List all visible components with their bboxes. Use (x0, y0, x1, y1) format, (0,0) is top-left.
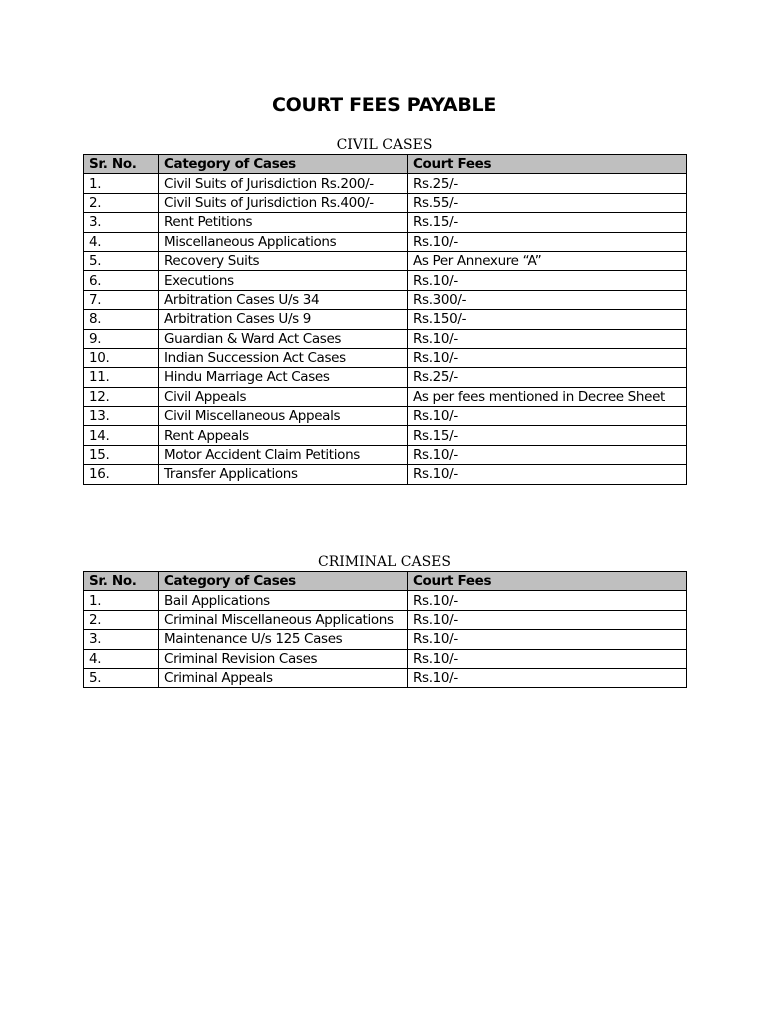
cell-court-fees: Rs.10/- (408, 668, 687, 687)
cell-court-fees: Rs.10/- (408, 591, 687, 610)
criminal-cases-heading: CRIMINAL CASES (318, 554, 451, 570)
cell-court-fees: Rs.150/- (408, 310, 687, 329)
cell-court-fees: Rs.10/- (408, 232, 687, 251)
column-header-court-fees: Court Fees (408, 155, 687, 174)
cell-category: Executions (159, 271, 408, 290)
cell-court-fees: Rs.10/- (408, 271, 687, 290)
cell-court-fees: As Per Annexure “A” (408, 251, 687, 270)
table-row (84, 329, 687, 348)
cell-court-fees: Rs.300/- (408, 290, 687, 309)
table-row (84, 348, 687, 367)
cell-sr-no: 6. (84, 271, 159, 290)
cell-category: Recovery Suits (159, 251, 408, 270)
cell-court-fees: Rs.10/- (408, 329, 687, 348)
cell-category: Bail Applications (159, 591, 408, 610)
table-row (84, 407, 687, 426)
cell-court-fees: Rs.25/- (408, 174, 687, 193)
cell-category: Civil Suits of Jurisdiction Rs.400/- (159, 193, 408, 212)
cell-sr-no: 10. (84, 348, 159, 367)
table-row (84, 271, 687, 290)
cell-court-fees: Rs.10/- (408, 407, 687, 426)
cell-sr-no: 12. (84, 387, 159, 406)
cell-category: Arbitration Cases U/s 34 (159, 290, 408, 309)
civil-cases-table (83, 154, 687, 485)
page-title: COURT FEES PAYABLE (272, 94, 496, 116)
cell-sr-no: 3. (84, 213, 159, 232)
cell-category: Motor Accident Claim Petitions (159, 445, 408, 464)
table-row (84, 290, 687, 309)
criminal-cases-table (83, 571, 687, 688)
cell-sr-no: 4. (84, 649, 159, 668)
table-row (84, 426, 687, 445)
cell-sr-no: 8. (84, 310, 159, 329)
cell-category: Miscellaneous Applications (159, 232, 408, 251)
cell-sr-no: 5. (84, 668, 159, 687)
cell-court-fees: Rs.10/- (408, 348, 687, 367)
civil-cases-section (83, 136, 686, 485)
column-header-sr-no: Sr. No. (84, 572, 159, 591)
cell-court-fees: Rs.10/- (408, 610, 687, 629)
cell-court-fees: Rs.10/- (408, 630, 687, 649)
cell-category: Guardian & Ward Act Cases (159, 329, 408, 348)
cell-category: Maintenance U/s 125 Cases (159, 630, 408, 649)
table-row (84, 193, 687, 212)
cell-sr-no: 2. (84, 610, 159, 629)
table-row (84, 668, 687, 687)
table-row (84, 213, 687, 232)
cell-sr-no: 1. (84, 591, 159, 610)
table-row (84, 232, 687, 251)
cell-sr-no: 15. (84, 445, 159, 464)
cell-court-fees: Rs.10/- (408, 649, 687, 668)
cell-category: Civil Miscellaneous Appeals (159, 407, 408, 426)
cell-category: Civil Suits of Jurisdiction Rs.200/- (159, 174, 408, 193)
table-row (84, 610, 687, 629)
cell-court-fees: Rs.10/- (408, 465, 687, 484)
cell-court-fees: Rs.55/- (408, 193, 687, 212)
cell-court-fees: Rs.15/- (408, 213, 687, 232)
cell-sr-no: 11. (84, 368, 159, 387)
cell-sr-no: 1. (84, 174, 159, 193)
table-row (84, 630, 687, 649)
table-header-row (84, 572, 687, 591)
cell-sr-no: 9. (84, 329, 159, 348)
cell-sr-no: 2. (84, 193, 159, 212)
civil-cases-heading: CIVIL CASES (336, 137, 433, 153)
cell-court-fees: As per fees mentioned in Decree Sheet (408, 387, 687, 406)
cell-category: Indian Succession Act Cases (159, 348, 408, 367)
table-row (84, 649, 687, 668)
column-header-court-fees: Court Fees (408, 572, 687, 591)
table-header-row (84, 155, 687, 174)
cell-sr-no: 4. (84, 232, 159, 251)
table-row (84, 174, 687, 193)
table-row (84, 368, 687, 387)
table-row (84, 387, 687, 406)
criminal-cases-section (83, 553, 686, 688)
criminal-cases-rows (84, 591, 687, 688)
table-row (84, 251, 687, 270)
cell-category: Hindu Marriage Act Cases (159, 368, 408, 387)
cell-category: Criminal Revision Cases (159, 649, 408, 668)
cell-court-fees: Rs.10/- (408, 445, 687, 464)
table-row (84, 591, 687, 610)
cell-category: Rent Petitions (159, 213, 408, 232)
column-header-sr-no: Sr. No. (84, 155, 159, 174)
cell-court-fees: Rs.15/- (408, 426, 687, 445)
cell-category: Civil Appeals (159, 387, 408, 406)
cell-category: Criminal Miscellaneous Applications (159, 610, 408, 629)
cell-sr-no: 14. (84, 426, 159, 445)
cell-category: Transfer Applications (159, 465, 408, 484)
cell-sr-no: 5. (84, 251, 159, 270)
cell-sr-no: 13. (84, 407, 159, 426)
cell-sr-no: 3. (84, 630, 159, 649)
table-row (84, 310, 687, 329)
table-row (84, 465, 687, 484)
cell-court-fees: Rs.25/- (408, 368, 687, 387)
table-row (84, 445, 687, 464)
cell-category: Criminal Appeals (159, 668, 408, 687)
cell-category: Rent Appeals (159, 426, 408, 445)
cell-sr-no: 16. (84, 465, 159, 484)
cell-sr-no: 7. (84, 290, 159, 309)
civil-cases-rows (84, 174, 687, 484)
cell-category: Arbitration Cases U/s 9 (159, 310, 408, 329)
column-header-category: Category of Cases (159, 572, 408, 591)
column-header-category: Category of Cases (159, 155, 408, 174)
